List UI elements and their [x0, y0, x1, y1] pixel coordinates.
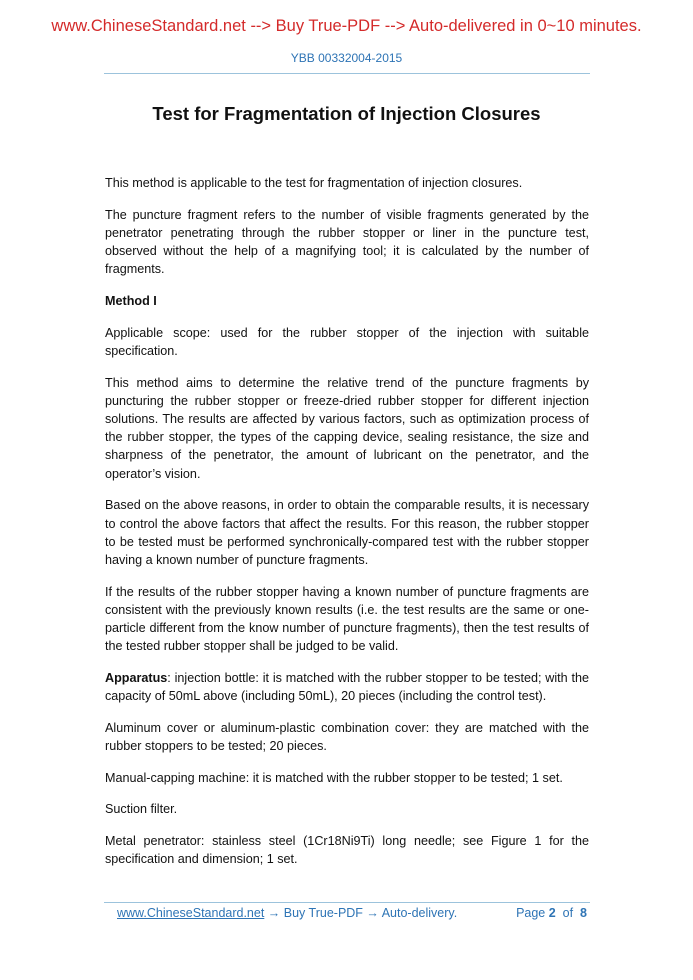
paragraph: Applicable scope: used for the rubber stopper of the injection with suitable specification. — [105, 325, 589, 358]
paragraph: Suction filter. — [105, 802, 178, 817]
paragraph: The puncture fragment refers to the number of visible fragments generated by the penetrator penetrating through the rubber stopper or liner in the puncture test, observed without the help of a magnifying tool; it is calculated by the number of fragments. — [105, 207, 589, 277]
footer-text: → Buy True-PDF → Auto-delivery. — [264, 906, 458, 920]
paragraph: Manual-capping machine: it is matched with the rubber stopper to be tested; 1 set. — [105, 770, 563, 785]
page-total: 8 — [580, 906, 587, 920]
paragraph: Aluminum cover or aluminum-plastic combination cover: they are matched with the rubber stoppers to be tested; 20 pieces. — [105, 720, 589, 754]
promo-banner: www.ChineseStandard.net --> Buy True-PDF --> Auto-delivered in 0~10 minutes. — [51, 17, 642, 35]
page-label: Page — [516, 906, 546, 920]
paragraph: This method is applicable to the test for fragmentation of injection closures. — [105, 176, 523, 190]
apparatus-text: : injection bottle: it is matched with the rubber stopper to be tested; with the capacity of 50mL above (including 50mL), 20 pieces (including the control test). — [105, 670, 589, 704]
of-label: of — [562, 906, 574, 920]
footer-link[interactable]: www.ChineseStandard.net — [117, 906, 265, 920]
paragraph — [105, 669, 589, 705]
paragraph: This method aims to determine the relative trend of the puncture fragments by puncturing the rubber stopper or freeze-dried rubber stopper for different injection solutions. The results are affected by various factors, such as optimization process of the rubber stopper, the types of the capping device, sealing resistance, the size and sharpness of the penetrator, the amount of lubricant on the penetrator, and the operator’s vision. — [105, 375, 589, 481]
header-divider — [104, 73, 590, 74]
page-current: 2 — [548, 906, 556, 920]
paragraph: Based on the above reasons, in order to obtain the comparable results, it is necessary to control the above factors that affect the results. For this reason, the rubber stopper to be tested must be performed synchronically-compared test with the rubber stopper having a known number of puncture fragments. — [105, 498, 589, 567]
method-heading: Method I — [105, 294, 157, 309]
paragraph: If the results of the rubber stopper having a known number of puncture fragments are consistent with the previously known results (i.e. the test results are the same or one-particle different from the know number of puncture fragments), then the test results of the tested rubber stopper shall be judged to be valid. — [105, 584, 589, 654]
footer — [117, 906, 587, 920]
page-title: Test for Fragmentation of Injection Closures — [152, 103, 541, 124]
footer-divider — [104, 902, 590, 903]
paragraph: Metal penetrator: stainless steel (1Cr18Ni9Ti) long needle; see Figure 1 for the specification and dimension; 1 set. — [105, 834, 589, 867]
apparatus-label: Apparatus — [105, 670, 168, 685]
document-id: YBB 00332004-2015 — [290, 51, 403, 65]
page-indicator — [516, 906, 587, 920]
document-body — [105, 174, 589, 882]
section-heading — [105, 292, 589, 310]
